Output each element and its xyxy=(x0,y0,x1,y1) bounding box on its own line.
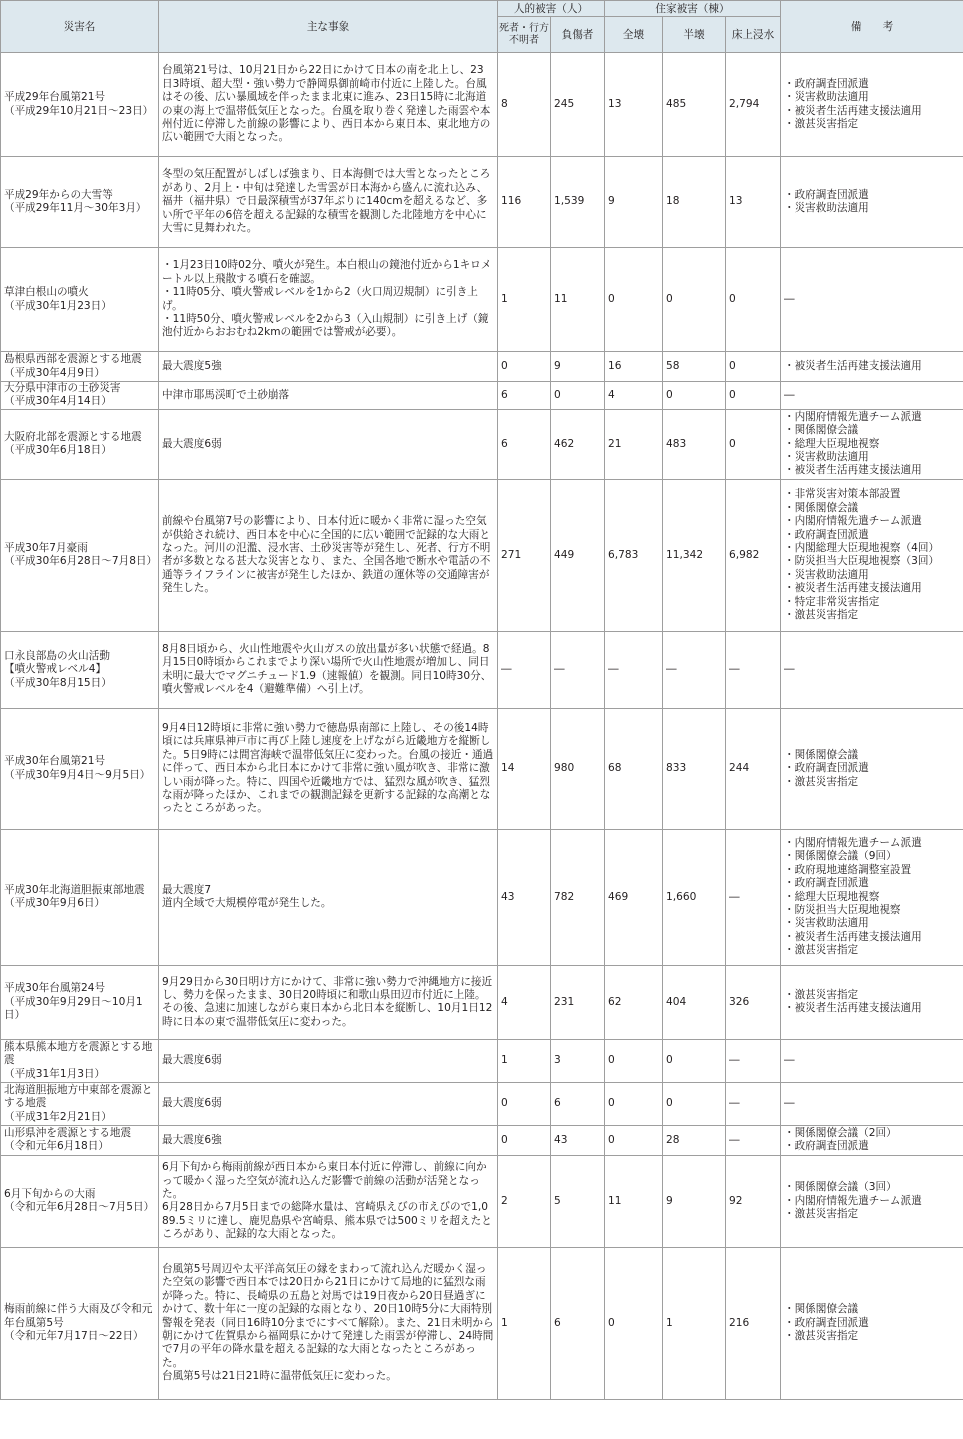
remarks-list xyxy=(784,1127,960,1154)
remark-item: ・総理大臣現地視察 xyxy=(784,890,880,903)
remarks-list xyxy=(784,360,960,373)
remarks-cell xyxy=(781,382,963,410)
flooded-count: 0 xyxy=(726,382,781,410)
table-row xyxy=(1,1247,963,1399)
flooded-count: ― xyxy=(726,631,781,708)
main-event: 9月4日12時頃に非常に強い勢力で徳島県南部に上陸し、その後14時頃には兵庫県神戸市に再び上陸し速度を上げながら近畿地方を縦断した。5日9時には間宮海峡で温帯低気圧に変わった。台風の接近・通過に伴って、西日本から北日本にかけて非常に強い風が吹き、非常に激しい雨が降った。特に、四国や近畿地方では、猛烈な風が吹き、猛烈な雨が降ったほか、これまでの観測記録を更新する記録的な高潮となったところがあった。 xyxy=(159,708,498,829)
half-collapse-count: 485 xyxy=(663,53,726,157)
remark-item: ・関係閣僚会議 xyxy=(784,1303,859,1316)
dead-missing-count: 6 xyxy=(498,409,551,479)
remark-item: ・災害救助法適用 xyxy=(784,568,869,581)
half-collapse-count: 18 xyxy=(663,157,726,248)
flooded-count: ― xyxy=(726,1125,781,1155)
half-collapse-count: 1,660 xyxy=(663,829,726,965)
remark-item: ・被災者生活再建支援法適用 xyxy=(784,464,922,477)
flooded-count: 92 xyxy=(726,1155,781,1247)
injured-count: 11 xyxy=(551,248,605,352)
injured-count: 1,539 xyxy=(551,157,605,248)
remark-item: ・激甚災害指定 xyxy=(784,988,859,1001)
remark-item: ・特定非常災害指定 xyxy=(784,595,880,608)
table-row xyxy=(1,248,963,352)
remarks-list xyxy=(784,411,960,478)
injured-count: 231 xyxy=(551,965,605,1039)
main-event: 中津市耶馬渓町で土砂崩落 xyxy=(159,382,498,410)
remark-item: ・被災者生活再建支援法適用 xyxy=(784,359,922,372)
flooded-count: ― xyxy=(726,1039,781,1082)
flooded-count: 0 xyxy=(726,352,781,382)
main-event: ・1月23日10時02分、噴火が発生。本白根山の鏡池付近から1キロメートル以上飛散する噴石を確認。 ・11時05分、噴火警戒レベルを1から2（火口周辺規制）に引き上げ。 ・11時50分、噴火警戒レベルを2から3（入山規制）に引き上げ（鏡池付近からおおむね2kmの範囲では警戒が必要）。 xyxy=(159,248,498,352)
remark-item: ― xyxy=(784,1097,795,1110)
total-collapse-count: 16 xyxy=(605,352,663,382)
remarks-list xyxy=(784,488,960,622)
remark-item: ・激甚災害指定 xyxy=(784,1208,859,1221)
disaster-name: 平成30年7月豪雨 （平成30年6月28日～7月8日） xyxy=(1,479,159,631)
remarks-cell xyxy=(781,352,963,382)
disaster-name: 熊本県熊本地方を震源とする地震 （平成31年1月3日） xyxy=(1,1039,159,1082)
table-row xyxy=(1,1039,963,1082)
header-injured: 負傷者 xyxy=(551,17,605,53)
half-collapse-count: 11,342 xyxy=(663,479,726,631)
remark-item: ・被災者生活再建支援法適用 xyxy=(784,104,922,117)
main-event: 台風第5号周辺や太平洋高気圧の縁をまわって流れ込んだ暖かく湿った空気の影響で西日本では20日から21日にかけて局地的に猛烈な雨が降った。特に、長崎県の五島と対馬では19日夜から20日昼過ぎにかけて、数十年に一度の記録的な雨となり、20日10時5分に大雨特別警報を発表（同日16時10分までにすべて解除）。また、21日未明から朝にかけて佐賀県から福岡県にかけて発達した雨雲が停滞し、24時間で7月の平年の降水量を超える記録的な大雨となったところがあった。 台風第5号は21日21時に温帯低気圧に変わった。 xyxy=(159,1247,498,1399)
table-row xyxy=(1,829,963,965)
main-event: 6月下旬から梅雨前線が西日本から東日本付近に停滞し、前線に向かって暖かく湿った空気が流れ込んだ影響で前線の活動が活発となった。 6月28日から7月5日までの総降水量は、宮崎県えびの市えびので1,089.5ミリに達し、鹿児島県や宮崎県、熊本県では500ミリを超えたところがあり、記録的な大雨となった。 xyxy=(159,1155,498,1247)
disaster-name: 大分県中津市の土砂災害 （平成30年4月14日） xyxy=(1,382,159,410)
total-collapse-count: 11 xyxy=(605,1155,663,1247)
half-collapse-count: 0 xyxy=(663,248,726,352)
table-row xyxy=(1,708,963,829)
remark-item: ・政府調査団派遣 xyxy=(784,1316,869,1329)
remark-item: ・激甚災害指定 xyxy=(784,1330,859,1343)
disaster-name: 梅雨前線に伴う大雨及び令和元年台風第5号 （令和元年7月17日～22日） xyxy=(1,1247,159,1399)
remarks-cell xyxy=(781,1039,963,1082)
table-row xyxy=(1,631,963,708)
injured-count: 462 xyxy=(551,409,605,479)
remark-item: ・関係閣僚会議 xyxy=(784,424,859,437)
remark-item: ・災害救助法適用 xyxy=(784,917,869,930)
flooded-count: 244 xyxy=(726,708,781,829)
dead-missing-count: 43 xyxy=(498,829,551,965)
total-collapse-count: 0 xyxy=(605,248,663,352)
remarks-list xyxy=(784,189,960,216)
main-event: 最大震度5強 xyxy=(159,352,498,382)
flooded-count: ― xyxy=(726,1082,781,1125)
remark-item: ・防災担当大臣現地視察 xyxy=(784,904,901,917)
disaster-name: 6月下旬からの大雨 （令和元年6月28日～7月5日） xyxy=(1,1155,159,1247)
disaster-name: 山形県沖を震源とする地震 （令和元年6月18日） xyxy=(1,1125,159,1155)
remark-item: ― xyxy=(784,663,795,676)
half-collapse-count: 0 xyxy=(663,382,726,410)
remark-item: ・激甚災害指定 xyxy=(784,775,859,788)
remark-item: ― xyxy=(784,292,795,305)
total-collapse-count: 6,783 xyxy=(605,479,663,631)
injured-count: 449 xyxy=(551,479,605,631)
disaster-name: 平成29年からの大雪等 （平成29年11月～30年3月） xyxy=(1,157,159,248)
dead-missing-count: 6 xyxy=(498,382,551,410)
remark-item: ・政府調査団派遣 xyxy=(784,877,869,890)
injured-count: 980 xyxy=(551,708,605,829)
total-collapse-count: 9 xyxy=(605,157,663,248)
header-flooded: 床上浸水 xyxy=(726,17,781,53)
half-collapse-count: ― xyxy=(663,631,726,708)
remark-item: ・激甚災害指定 xyxy=(784,608,859,621)
remark-item: ・内閣府情報先遣チーム派遣 xyxy=(784,1194,922,1207)
flooded-count: ― xyxy=(726,829,781,965)
remark-item: ・非常災害対策本部設置 xyxy=(784,488,901,501)
remark-item: ・政府調査団派遣 xyxy=(784,762,869,775)
remark-item: ・災害救助法適用 xyxy=(784,91,869,104)
flooded-count: 0 xyxy=(726,409,781,479)
remarks-cell xyxy=(781,1125,963,1155)
header-dead-missing: 死者・行方不明者 xyxy=(498,17,551,53)
disaster-name: 平成30年台風第21号 （平成30年9月4日～9月5日） xyxy=(1,708,159,829)
remarks-list xyxy=(784,989,960,1016)
table-row xyxy=(1,53,963,157)
flooded-count: 326 xyxy=(726,965,781,1039)
remarks-cell xyxy=(781,965,963,1039)
remarks-cell xyxy=(781,409,963,479)
total-collapse-count: 68 xyxy=(605,708,663,829)
half-collapse-count: 404 xyxy=(663,965,726,1039)
remark-item: ・激甚災害指定 xyxy=(784,944,859,957)
dead-missing-count: 0 xyxy=(498,1125,551,1155)
main-event: 最大震度6強 xyxy=(159,1125,498,1155)
injured-count: 3 xyxy=(551,1039,605,1082)
flooded-count: 0 xyxy=(726,248,781,352)
main-event: 前線や台風第7号の影響により、日本付近に暖かく非常に湿った空気が供給され続け、西日本を中心に全国的に広い範囲で記録的な大雨となった。河川の氾濫、浸水害、土砂災害等が発生し、死者、行方不明者が多数となる甚大な災害となり、また、全国各地で断水や電話の不通等ライフラインに被害が発生したほか、鉄道の運休等の交通障害が発生した。 xyxy=(159,479,498,631)
dead-missing-count: 116 xyxy=(498,157,551,248)
injured-count: 43 xyxy=(551,1125,605,1155)
header-house-damage: 住家被害（棟） xyxy=(605,1,781,17)
disaster-name: 平成29年台風第21号 （平成29年10月21日～23日） xyxy=(1,53,159,157)
remark-item: ― xyxy=(784,1054,795,1067)
remark-item: ・関係閣僚会議 xyxy=(784,501,859,514)
remarks-cell xyxy=(781,1155,963,1247)
half-collapse-count: 0 xyxy=(663,1039,726,1082)
total-collapse-count: ― xyxy=(605,631,663,708)
half-collapse-count: 58 xyxy=(663,352,726,382)
injured-count: 9 xyxy=(551,352,605,382)
remarks-cell xyxy=(781,708,963,829)
flooded-count: 216 xyxy=(726,1247,781,1399)
table-row xyxy=(1,479,963,631)
remark-item: ・激甚災害指定 xyxy=(784,117,859,130)
remark-item: ・政府調査団派遣 xyxy=(784,1140,869,1153)
table-row xyxy=(1,382,963,410)
dead-missing-count: 4 xyxy=(498,965,551,1039)
remark-item: ・災害救助法適用 xyxy=(784,202,869,214)
injured-count: 5 xyxy=(551,1155,605,1247)
main-event: 台風第21号は、10月21日から22日にかけて日本の南を北上し、23日3時頃、超大型・強い勢力で静岡県御前崎市付近に上陸した。台風はその後、広い暴風域を伴ったまま北東に進み、23日15時に北海道の東の海上で温帯低気圧となった。台風を取り巻く発達した雨雲や本州付近に停滞した前線の影響により、西日本から東日本、東北地方の広い範囲で大雨となった。 xyxy=(159,53,498,157)
remark-item: ・政府調査団派遣 xyxy=(784,188,869,201)
total-collapse-count: 4 xyxy=(605,382,663,410)
injured-count: 0 xyxy=(551,382,605,410)
table-row xyxy=(1,1125,963,1155)
injured-count: 782 xyxy=(551,829,605,965)
header-remarks: 備 考 xyxy=(781,1,963,53)
remark-item: ・被災者生活再建支援法適用 xyxy=(784,930,922,943)
injured-count: 6 xyxy=(551,1082,605,1125)
remarks-cell xyxy=(781,479,963,631)
main-event: 9月29日から30日明け方にかけて、非常に強い勢力で沖縄地方に接近し、勢力を保ったまま、30日20時頃に和歌山県田辺市付近に上陸。その後、急速に加速しながら東日本から北日本を縦断し、10月1日12時に日本の東で温帯低気圧に変わった。 xyxy=(159,965,498,1039)
dead-missing-count: 271 xyxy=(498,479,551,631)
remark-item: ・関係閣僚会議（2回） xyxy=(784,1126,897,1139)
total-collapse-count: 13 xyxy=(605,53,663,157)
remark-item: ・防災担当大臣現地視察（3回） xyxy=(784,555,940,568)
remark-item: ・政府現地連絡調整室設置 xyxy=(784,863,912,876)
table-row xyxy=(1,965,963,1039)
remark-item: ・被災者生活再建支援法適用 xyxy=(784,582,922,595)
remark-item: ・政府調査団派遣 xyxy=(784,528,869,541)
half-collapse-count: 9 xyxy=(663,1155,726,1247)
header-total-collapse: 全壊 xyxy=(605,17,663,53)
flooded-count: 13 xyxy=(726,157,781,248)
remarks-list xyxy=(784,1054,960,1067)
dead-missing-count: 2 xyxy=(498,1155,551,1247)
disaster-name: 口永良部島の火山活動 【噴火警戒レベル4】 （平成30年8月15日） xyxy=(1,631,159,708)
header-name: 災害名 xyxy=(1,1,159,53)
header-human-damage: 人的被害（人） xyxy=(498,1,605,17)
total-collapse-count: 21 xyxy=(605,409,663,479)
injured-count: 245 xyxy=(551,53,605,157)
remarks-cell xyxy=(781,829,963,965)
remark-item: ・総理大臣現地視察 xyxy=(784,437,880,450)
total-collapse-count: 0 xyxy=(605,1125,663,1155)
total-collapse-count: 0 xyxy=(605,1247,663,1399)
header-half-collapse: 半壊 xyxy=(663,17,726,53)
table-row xyxy=(1,1155,963,1247)
remarks-list xyxy=(784,1181,960,1221)
dead-missing-count: 1 xyxy=(498,1039,551,1082)
half-collapse-count: 833 xyxy=(663,708,726,829)
disaster-name: 北海道胆振地方中東部を震源とする地震 （平成31年2月21日） xyxy=(1,1082,159,1125)
main-event: 最大震度6弱 xyxy=(159,1039,498,1082)
remark-item: ― xyxy=(784,388,795,401)
half-collapse-count: 483 xyxy=(663,409,726,479)
dead-missing-count: 8 xyxy=(498,53,551,157)
remark-item: ・内閣府情報先遣チーム派遣 xyxy=(784,515,922,528)
main-event: 最大震度6弱 xyxy=(159,1082,498,1125)
remarks-list xyxy=(784,1097,960,1110)
half-collapse-count: 0 xyxy=(663,1082,726,1125)
disaster-name: 草津白根山の噴火 （平成30年1月23日） xyxy=(1,248,159,352)
dead-missing-count: 0 xyxy=(498,1082,551,1125)
injured-count: 6 xyxy=(551,1247,605,1399)
dead-missing-count: 14 xyxy=(498,708,551,829)
total-collapse-count: 469 xyxy=(605,829,663,965)
table-header xyxy=(1,1,963,53)
dead-missing-count: 1 xyxy=(498,1247,551,1399)
remark-item: ・災害救助法適用 xyxy=(784,451,869,464)
remarks-list xyxy=(784,389,960,402)
flooded-count: 6,982 xyxy=(726,479,781,631)
remarks-cell xyxy=(781,157,963,248)
remarks-list xyxy=(784,1303,960,1343)
remarks-list xyxy=(784,663,960,676)
table-body xyxy=(1,53,963,1400)
half-collapse-count: 1 xyxy=(663,1247,726,1399)
table-row xyxy=(1,1082,963,1125)
remark-item: ・関係閣僚会議（9回） xyxy=(784,850,897,863)
dead-missing-count: ― xyxy=(498,631,551,708)
remarks-cell xyxy=(781,1247,963,1399)
dead-missing-count: 0 xyxy=(498,352,551,382)
flooded-count: 2,794 xyxy=(726,53,781,157)
table-row xyxy=(1,157,963,248)
remarks-list xyxy=(784,837,960,958)
table-row xyxy=(1,409,963,479)
remarks-cell xyxy=(781,1082,963,1125)
remark-item: ・関係閣僚会議 xyxy=(784,748,859,761)
total-collapse-count: 0 xyxy=(605,1082,663,1125)
injured-count: ― xyxy=(551,631,605,708)
total-collapse-count: 0 xyxy=(605,1039,663,1082)
disaster-name: 大阪府北部を震源とする地震 （平成30年6月18日） xyxy=(1,409,159,479)
table-row xyxy=(1,352,963,382)
remarks-cell xyxy=(781,248,963,352)
header-event: 主な事象 xyxy=(159,1,498,53)
remark-item: ・内閣府情報先遣チーム派遣 xyxy=(784,410,922,423)
dead-missing-count: 1 xyxy=(498,248,551,352)
disaster-name: 島根県西部を震源とする地震 （平成30年4月9日） xyxy=(1,352,159,382)
main-event: 冬型の気圧配置がしばしば強まり、日本海側では大雪となったところがあり、2月上・中旬は発達した雪雲が日本海から盛んに流れ込み、福井（福井県）で日最深積雪が37年ぶりに140cmを超えるなど、多い所で平年の6倍を超える記録的な積雪を観測した北陸地方を中心に大雪に見舞われた。 xyxy=(159,157,498,248)
remark-item: ・関係閣僚会議（3回） xyxy=(784,1181,897,1194)
remark-item: ・内閣総理大臣現地視察（4回） xyxy=(784,541,940,554)
remark-item: ・政府調査団派遣 xyxy=(784,77,869,90)
remarks-list xyxy=(784,78,960,132)
remarks-cell xyxy=(781,53,963,157)
half-collapse-count: 28 xyxy=(663,1125,726,1155)
remarks-cell xyxy=(781,631,963,708)
main-event: 最大震度6弱 xyxy=(159,409,498,479)
remarks-list xyxy=(784,293,960,306)
main-event: 8月8日頃から、火山性地震や火山ガスの放出量が多い状態で経過。8月15日0時頃からこれまでより深い場所で火山性地震が増加し、同日未明に最大でマグニチュード1.9（速報値）を観測。同日10時30分、噴火警戒レベルを4（避難準備）へ引上げ。 xyxy=(159,631,498,708)
remark-item: ・内閣府情報先遣チーム派遣 xyxy=(784,836,922,849)
main-event: 最大震度7 道内全域で大規模停電が発生した。 xyxy=(159,829,498,965)
remarks-list xyxy=(784,749,960,789)
disaster-name: 平成30年北海道胆振東部地震 （平成30年9月6日） xyxy=(1,829,159,965)
total-collapse-count: 62 xyxy=(605,965,663,1039)
disaster-name: 平成30年台風第24号 （平成30年9月29日～10月1日） xyxy=(1,965,159,1039)
remark-item: ・被災者生活再建支援法適用 xyxy=(784,1002,922,1015)
